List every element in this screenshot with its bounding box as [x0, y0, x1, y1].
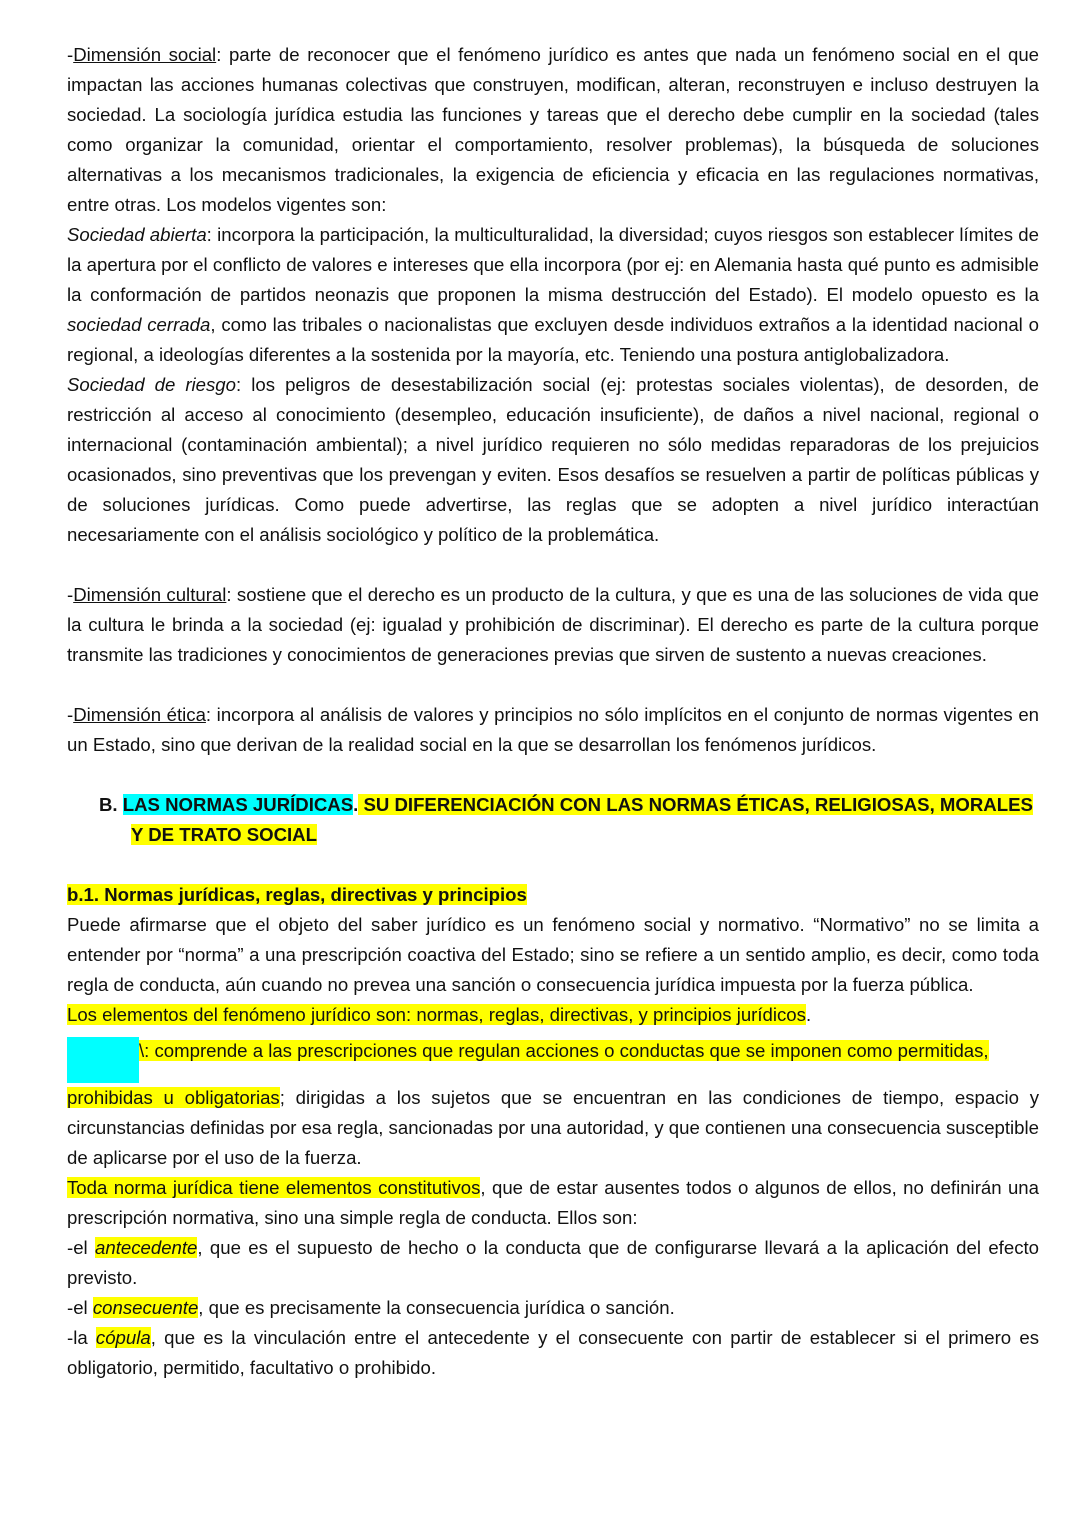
- section-b-heading: [67, 790, 1039, 850]
- elementos-period: .: [805, 1004, 812, 1025]
- dimension-social-title: Dimensión social: [73, 44, 217, 65]
- sociedad-riesgo-text: : los peligros de desestabilización social (ej: protestas sociales violentas), de desorden, de restricción al acceso al conocimiento (desempleo, educación insuficiente), de daños a nivel nacional, regional o internacional (contaminación ambiental); a nivel jurídico requieren no sólo medidas reparadoras de los prejuicios ocasionados, sino preventivas que los prevengan y eviten. Esos desafíos se resuelven a partir de políticas públicas y de soluciones jurídicas. Como puede advertirse, las reglas que se adopten a nivel jurídico interactúan necesariamente con el análisis sociológico y político de la problemática.: [67, 374, 1039, 545]
- elementos-constitutivos-paragraph: [67, 1173, 1039, 1233]
- heading-part-normas: LAS NORMAS JURÍDICAS: [122, 794, 354, 815]
- item-prefix: -el: [67, 1237, 96, 1258]
- cyan-highlight-block: [67, 1037, 139, 1083]
- dash: -: [67, 44, 74, 65]
- dash: -: [67, 584, 74, 605]
- dimension-social-paragraph: [67, 40, 1039, 220]
- dimension-etica-paragraph: [67, 700, 1039, 760]
- dimension-etica-title: Dimensión ética: [73, 704, 206, 725]
- sociedad-cerrada-term: sociedad cerrada: [67, 314, 211, 335]
- norma-definition-rest: ; dirigidas a los sujetos que se encuentran en las condiciones de tiempo, espacio y circunstancias definidas por esa regla, sancionadas por una autoridad, y que contienen una consecuencia susceptible de aplicarse por el uso de la fuerza.: [67, 1087, 1040, 1168]
- sociedad-riesgo-term: Sociedad de riesgo: [67, 374, 236, 395]
- copula-item: [67, 1323, 1039, 1383]
- sociedad-abierta-paragraph: [67, 220, 1039, 370]
- toda-norma-highlight: Toda norma jurídica tiene elementos constitutivos: [67, 1177, 481, 1198]
- prohibidas-highlight: prohibidas u obligatorias: [67, 1087, 280, 1108]
- copula-text: , que es la vinculación entre el antecedente y el consecuente con partir de establecer si el primero es obligatorio, permitido, facultativo o prohibido.: [67, 1327, 1039, 1378]
- section-letter: B.: [99, 794, 123, 815]
- subsection-title-text: b.1. Normas jurídicas, reglas, directivas y principios: [67, 884, 527, 905]
- consecuente-item: [67, 1293, 1039, 1323]
- item-prefix: -el: [67, 1297, 93, 1318]
- toda-norma-rest: , que de estar ausentes todos o algunos de ellos, no definirán una prescripción normativa, sino una simple regla de conducta. Ellos son:: [67, 1177, 1039, 1228]
- heading-part-diferenciacion: SU DIFERENCIACIÓN CON LAS NORMAS ÉTICAS, RELIGIOSAS, MORALES Y: [131, 794, 1033, 845]
- heading-part-trato-social: DE TRATO SOCIAL: [148, 824, 317, 845]
- subsection-b1-title: [67, 880, 1039, 910]
- consecuente-text: , que es precisamente la consecuencia jurídica o sanción.: [198, 1297, 675, 1318]
- norma-definition-paragraph: [67, 1083, 1039, 1173]
- antecedente-text: , que es el supuesto de hecho o la conducta que de configurarse llevará a la aplicación del efecto previsto.: [67, 1237, 1039, 1288]
- dimension-etica-text: : incorpora al análisis de valores y principios no sólo implícitos en el conjunto de normas vigentes en un Estado, sino que derivan de la realidad social en la que se desarrollan los fenómenos jurídicos.: [67, 704, 1040, 755]
- copula-term: cópula: [95, 1327, 151, 1348]
- antecedente-item: [67, 1233, 1039, 1293]
- dimension-social-text: : parte de reconocer que el fenómeno jurídico es antes que nada un fenómeno social en el que impactan las acciones humanas colectivas que construyen, modifican, alteran, reconstruyen e incluso destruyen la sociedad. La sociología jurídica estudia las funciones y tareas que el derecho debe cumplir en la sociedad (tales como organizar la comunidad, orientar el comportamiento, resolver problemas), la búsqueda de soluciones alternativas a los mecanismos tradicionales, la exigencia de eficiencia y eficacia en las regulaciones normativas, entre otras. Los modelos vigentes son:: [67, 44, 1039, 215]
- sociedad-abierta-term: Sociedad abierta: [67, 224, 207, 245]
- document-page: [67, 40, 1039, 1383]
- consecuente-term: consecuente: [92, 1297, 199, 1318]
- dash: -: [67, 704, 74, 725]
- sociedad-abierta-text: : incorpora la participación, la multiculturalidad, la diversidad; cuyos riesgos son establecer límites de la apertura por el conflicto de valores e intereses que ella incorpora (por ej: en Alemania hasta qué punto es admisible la conformación de partidos neonazis que proponen la misma destrucción del Estado). El modelo opuesto es la: [67, 224, 1039, 305]
- antecedente-term: antecedente: [95, 1237, 198, 1258]
- norma-definition-line: [67, 1030, 1039, 1083]
- sociedad-riesgo-paragraph: [67, 370, 1039, 550]
- elementos-paragraph: [67, 1000, 1039, 1030]
- dimension-cultural-title: Dimensión cultural: [73, 584, 227, 605]
- elementos-highlight: Los elementos del fenómeno jurídico son: normas, reglas, directivas, y principios jurídicos: [67, 1004, 806, 1025]
- sociedad-cerrada-text: , como las tribales o nacionalistas que excluyen desde individuos extraños a la identidad nacional o regional, a ideologías diferentes a la sostenida por la mayoría, etc. Teniendo una postura antiglobalizadora.: [67, 314, 1039, 365]
- dimension-cultural-text: : sostiene que el derecho es un producto de la cultura, y que es una de las soluciones de vida que la cultura le brinda a la sociedad (ej: igualad y prohibición de discriminar). El derecho es parte de la cultura porque transmite las tradiciones y conocimientos de generaciones previas que sirven de sustento a nuevas creaciones.: [67, 584, 1039, 665]
- heading-dot: .: [353, 794, 359, 815]
- norma-fragment: \: [139, 1040, 145, 1061]
- item-prefix: -la: [67, 1327, 96, 1348]
- objeto-saber-paragraph: Puede afirmarse que el objeto del saber jurídico es un fenómeno social y normativo. “Normativo” no se limita a entender por “norma” a una prescripción coactiva del Estado; sino se refiere a un sentido amplio, es decir, como toda regla de conducta, aún cuando no prevea una sanción o consecuencia jurídica impuesta por la fuerza pública.: [67, 914, 1039, 995]
- dimension-cultural-paragraph: [67, 580, 1039, 670]
- norma-definition-highlight: : comprende a las prescripciones que regulan acciones o conductas que se imponen como permitidas,: [144, 1040, 989, 1061]
